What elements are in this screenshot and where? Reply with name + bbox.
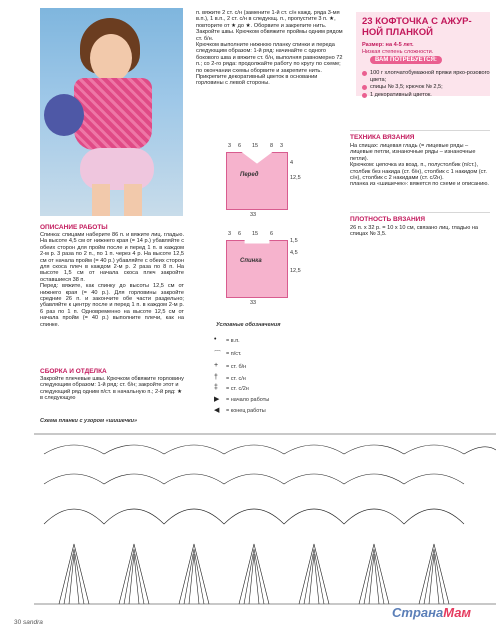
pattern-title: 23 КОФТОЧКА С АЖУР-НОЙ ПЛАНКОЙ: [362, 16, 472, 38]
bullet-icon: [362, 85, 367, 90]
dim-label: 3: [228, 231, 232, 237]
leg: [92, 184, 110, 216]
dim-label: 12,5: [290, 175, 301, 181]
instruction-text-continued: п. вяжите 2 ст. с/н (замените 1-й ст. с/н кажд. ряда 3-мя в.п.), 1 в.п., 2 ст. с/н в следующ. п., пропустите 3 п. ★, повторите от ★ до ★. Оборвите и закрепите нить. Закройте швы. Крючком обвяжите проймы одним рядом ст. б/н. Крючком выполните нижнюю планку спинки и переда следующим образом: 1-й ряд: начинайте с одного бокового шва и вяжите ст. б/н, выполняя равномерно 72 п.; со 2-го ряда: продолжайте работу по кругу по схеме; по окончании схемы оборвите и закрепите нить. Прикрепите декоративный цветок в основании горловины с левой стороны.: [196, 10, 343, 87]
bullet-icon: [362, 93, 367, 98]
legend-label: = в.п.: [226, 338, 240, 344]
legend-label: = начало работы: [226, 397, 270, 403]
dim-label: 3: [228, 143, 232, 149]
end-arrow-icon: ◀: [214, 407, 220, 414]
description-text: Спинка: спицами наберите 86 п. и вяжите лиц. гладью. На высоте 4,5 см от нижнего края (= 14 р.) убавляйте с обеих сторон для пройм после и перед 1 п. в каждом 2-м р. 3 раза по 2 п., по 1 п. через 4 р. На высоте 12,5 см от начала пройм (= 40 р.) убавляйте с обеих сторон для скоса плеч в каждом 2-м р. 2 раза по 8 п. На высоте 1,5 см от начала скоса плеч закройте оставшиеся 38 п. Перед: вяжите, как спинку до высоты 12,5 см от нижнего края (= 40 р.). Для горловины закройте средние 26 п. и закончите обе части раздельно; убавляйте к центру после и перед 1 п. в каждом 2-м р. 6 раз по 1 п. Одновременно на высоте 12,5 см от начала пройм (= 40 р.) выполните плечи, как на спинке.: [40, 232, 184, 328]
dim-label: 6: [270, 231, 274, 237]
chart-caption: Схема планки с узором «шишечки»: [40, 418, 138, 424]
density-text: 26 п. х 32 р. = 10 х 10 см, связано лиц. гладью на спицах № 3,5.: [350, 225, 479, 238]
dim-label: 33: [250, 212, 257, 218]
dim-label: 6: [238, 231, 242, 237]
description-title: ОПИСАНИЕ РАБОТЫ: [40, 224, 108, 231]
back-pattern-diagram: [226, 240, 288, 298]
chain-stitch-icon: •: [214, 336, 217, 343]
legend-label: = конец работы: [226, 408, 266, 414]
material-item: 1 декоративный цветок.: [370, 92, 432, 98]
bullet-icon: [362, 71, 367, 76]
legend-label: = п/ст.: [226, 351, 242, 357]
girl-face: [90, 34, 132, 82]
dim-label: 15: [252, 231, 259, 237]
material-item: 100 г хлопчатобумажной пряжи ярко-розового цвета;: [370, 70, 490, 83]
dim-label: 12,5: [290, 268, 301, 274]
toy-elephant: [44, 94, 84, 136]
leg: [124, 184, 142, 216]
tr-icon: ‡: [214, 384, 218, 391]
legend-title: Условные обозначения: [216, 322, 281, 328]
start-arrow-icon: ▶: [214, 396, 220, 403]
dim-label: 1,5: [290, 238, 298, 244]
dim-label: 4: [290, 160, 294, 166]
page-footer: 30 sandra: [14, 619, 43, 626]
assembly-title: СБОРКА И ОТДЕЛКА: [40, 368, 107, 375]
material-item: спицы № 3,5; крючок № 2,5;: [370, 84, 443, 90]
legend-label: = ст. б/н: [226, 364, 247, 370]
technique-text: На спицах: лицевая гладь (= лицевые ряды – лицевые петли, изнаночные ряды – изнаночные петли). Крючком: цепочка из возд. п., полустолбик (п/ст.), столбик без накида (ст. б/н), столбик с 1 накидом (ст. с/н), столбик с 2 накидами (ст. с/2н). планка из «шишечек»: вяжется по схеме и описанию.: [350, 143, 489, 188]
front-label: Перед: [240, 172, 259, 178]
back-label: Спинка: [240, 258, 262, 264]
assembly-text: Закройте плечевые швы. Крючком обвяжите горловину следующим образом: 1-й ряд: ст. б/н; закройте этот и следующий ряд одним п/ст. в начальную п.; 2-й ряд: ★ в следующую: [40, 376, 184, 402]
dim-label: 3: [280, 143, 284, 149]
dim-label: 6: [238, 143, 242, 149]
dim-label: 15: [252, 143, 259, 149]
sc-icon: +: [214, 362, 219, 369]
pink-top: [74, 78, 152, 150]
divider: [350, 212, 490, 213]
materials-badge: ВАМ ПОТРЕБУЕТСЯ:: [370, 56, 442, 64]
technique-title: ТЕХНИКА ВЯЗАНИЯ: [350, 134, 415, 141]
divider: [350, 130, 490, 131]
legend-label: = ст. с/2н: [226, 386, 249, 392]
density-title: ПЛОТНОСТЬ ВЯЗАНИЯ: [350, 216, 425, 223]
legend-label: = ст. с/н: [226, 376, 246, 382]
difficulty-text: Низкая степень сложности.: [362, 49, 434, 55]
dim-label: 4,5: [290, 250, 298, 256]
dc-icon: †: [214, 374, 218, 381]
dim-label: 8: [270, 143, 274, 149]
slip-stitch-icon: ⌒: [214, 351, 221, 358]
crochet-chart: [34, 424, 496, 610]
front-pattern-diagram: [226, 152, 288, 210]
dim-label: 33: [250, 300, 257, 306]
size-text: Размер: на 4-5 лет.: [362, 42, 414, 48]
product-photo: [40, 8, 183, 216]
watermark-logo: СтранаМам: [392, 605, 472, 620]
